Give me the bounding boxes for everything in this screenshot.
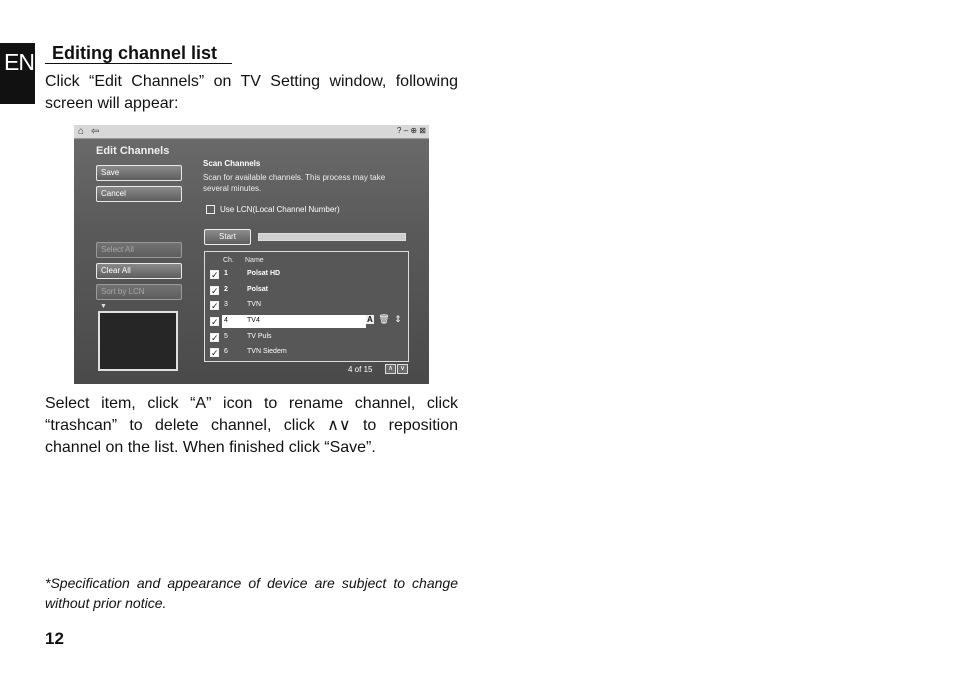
back-arrow-icon[interactable]: ⇦ (91, 126, 100, 137)
channel-name: Polsat HD (247, 270, 281, 277)
channel-list (204, 251, 409, 362)
signal-icon: ▼ (100, 303, 107, 310)
rename-icon[interactable]: A (367, 315, 373, 324)
channel-checkbox[interactable]: ✓ (211, 348, 219, 358)
channel-rename-field[interactable] (222, 315, 366, 328)
channel-name: TVN Siedem (247, 348, 287, 355)
scan-channels-title: Scan Channels (203, 159, 261, 168)
window-controls[interactable]: ? – ⊕ ⊠ (397, 126, 426, 135)
channel-row[interactable] (207, 345, 406, 360)
cancel-button[interactable]: Cancel (96, 186, 182, 202)
channel-number: 2 (224, 286, 228, 293)
channel-checkbox[interactable]: ✓ (211, 301, 219, 311)
edit-channels-title: Edit Channels (96, 145, 170, 157)
language-tab: EN (0, 43, 35, 104)
select-all-button[interactable]: Select All (96, 242, 182, 258)
clear-all-button[interactable]: Clear All (96, 263, 182, 279)
channel-name: TV Puls (247, 333, 272, 340)
trashcan-icon[interactable]: 🗑 (378, 314, 390, 324)
edit-channels-screenshot (74, 125, 429, 384)
channel-row[interactable] (207, 298, 406, 313)
channel-row[interactable] (207, 267, 406, 282)
video-preview (98, 311, 178, 371)
channel-number: 4 (224, 317, 228, 324)
intro-paragraph: Click “Edit Channels” on TV Setting window, following screen will appear: (45, 73, 458, 112)
channel-name: TVN (247, 301, 261, 308)
channel-name: Polsat (247, 286, 269, 293)
lcn-checkbox[interactable] (206, 205, 215, 214)
start-button[interactable]: Start (204, 229, 251, 245)
row-action-icons (366, 314, 404, 328)
channel-row[interactable] (207, 330, 406, 345)
channel-row[interactable] (207, 283, 406, 298)
scan-progress-bar (258, 233, 406, 241)
section-heading (45, 42, 232, 64)
page-up-button[interactable]: ∧ (385, 364, 396, 374)
column-header-ch: Ch. (223, 257, 234, 264)
instructions-paragraph: Select item, click “A” icon to rename channel, click “trashcan” to delete channel, click ∧∨ to reposition channel on the list. When finished click “Save”. (45, 395, 458, 456)
channel-number: 3 (224, 301, 228, 308)
page-number: 12 (45, 629, 64, 648)
scan-progress-fill (259, 234, 405, 240)
page-down-button[interactable]: ∨ (397, 364, 408, 374)
channel-number: 1 (224, 270, 228, 277)
channel-checkbox[interactable]: ✓ (211, 270, 219, 280)
scan-description: Scan for available channels. This process may take several minutes. (203, 173, 386, 193)
channel-name: TV4 (247, 317, 260, 324)
window-titlebar (74, 125, 429, 139)
page-indicator: 4 of 15 (348, 365, 373, 374)
channel-number: 5 (224, 333, 228, 340)
channel-checkbox[interactable]: ✓ (211, 317, 219, 327)
channel-number: 6 (224, 348, 228, 355)
sort-by-lcn-button[interactable]: Sort by LCN (96, 284, 182, 300)
reorder-arrows-icon[interactable]: ⇕ (394, 314, 402, 324)
home-icon[interactable]: ⌂ (78, 126, 85, 137)
disclaimer-note: *Specification and appearance of device are subject to change without prior notice. (45, 575, 458, 611)
save-button[interactable]: Save (96, 165, 182, 181)
lcn-label: Use LCN(Local Channel Number) (220, 205, 340, 214)
column-header-name: Name (245, 257, 264, 264)
channel-checkbox[interactable]: ✓ (211, 333, 219, 343)
section-heading-text: Editing channel list (52, 43, 218, 63)
channel-checkbox[interactable]: ✓ (211, 286, 219, 296)
